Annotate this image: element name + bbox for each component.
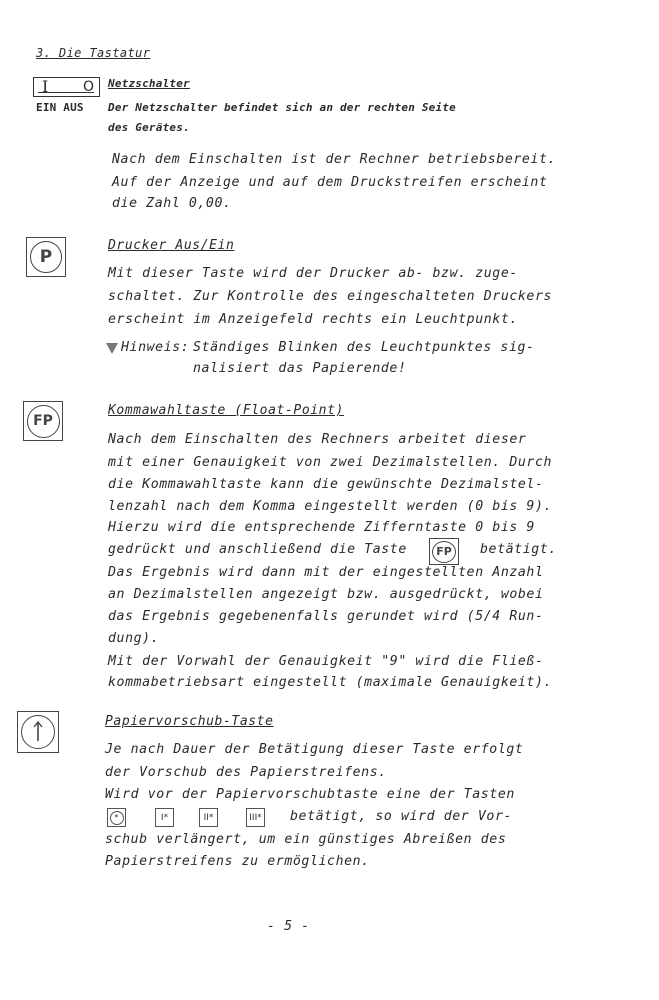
power-off-symbol: O — [83, 79, 95, 95]
paper-feed-body-line: schub verlängert, um ein günstiges Abreißen des — [105, 832, 507, 847]
float-point-body-line: Nach dem Einschalten des Rechners arbeitet dieser — [108, 432, 527, 447]
printer-body-line: schaltet. Zur Kontrolle des eingeschalteten Druckers — [108, 289, 553, 304]
printer-body-line: Mit dieser Taste wird der Drucker ab- bzw. zuge- — [108, 266, 518, 281]
float-point-body-line: die Kommawahltaste kann die gewünschte Dezimalstel- — [108, 477, 544, 492]
float-point-body-line: mit einer Genauigkeit von zwei Dezimalstellen. Durch — [108, 455, 553, 470]
page-number: - 5 - — [267, 919, 310, 934]
paper-feed-arrow-icon — [31, 720, 45, 744]
printer-hint-line: nalisiert das Papierende! — [193, 361, 407, 376]
float-point-body-line: Das Ergebnis wird dann mit der eingestellten Anzahl — [108, 565, 544, 580]
feed-key-iii-star-icon: III* — [246, 808, 265, 827]
power-on-symbol: I — [42, 77, 49, 96]
float-point-key-icon: FP — [23, 401, 63, 441]
printer-key-icon: P — [26, 237, 66, 277]
power-switch-key — [33, 77, 100, 97]
float-point-inline-after: betätigt. — [480, 542, 557, 557]
paper-feed-inline-after: betätigt, so wird der Vor- — [290, 809, 513, 824]
float-point-body-line: kommabetriebsart eingestellt (maximale Genauigkeit). — [108, 675, 553, 690]
feed-key-ii-star-icon: II* — [199, 808, 218, 827]
float-point-body-line: an Dezimalstellen angezeigt bzw. ausgedrückt, wobei — [108, 587, 544, 602]
power-caption: EIN AUS — [36, 101, 84, 114]
power-desc-line: des Gerätes. — [108, 121, 190, 134]
power-body-line: die Zahl 0,00. — [112, 196, 232, 211]
paper-feed-key-icon — [17, 711, 59, 753]
hint-triangle-icon — [106, 343, 118, 354]
power-desc-line: Der Netzschalter befindet sich an der rechten Seite — [108, 101, 456, 114]
float-point-body-line: Hierzu wird die entsprechende Zifferntaste 0 bis 9 — [108, 520, 535, 535]
float-point-body-line: das Ergebnis gegebenenfalls gerundet wird (5/4 Run- — [108, 609, 544, 624]
feed-key-i-star-icon: I* — [155, 808, 174, 827]
printer-hint-line: Ständiges Blinken des Leuchtpunktes sig- — [193, 340, 535, 355]
paper-feed-body-line: der Vorschub des Papierstreifens. — [105, 765, 387, 780]
paper-feed-body-line: Je nach Dauer der Betätigung dieser Taste erfolgt — [105, 742, 524, 757]
power-body-line: Auf der Anzeige und auf dem Druckstreifen erscheint — [112, 175, 548, 190]
float-point-heading: Kommawahltaste (Float-Point) — [108, 403, 344, 418]
paper-feed-body-line: Wird vor der Papiervorschubtaste eine der Tasten — [105, 787, 515, 802]
float-point-body-line: Mit der Vorwahl der Genauigkeit "9" wird die Fließ- — [108, 654, 544, 669]
float-point-inline-key-icon: FP — [429, 538, 459, 565]
printer-heading: Drucker Aus/Ein — [108, 238, 235, 253]
power-heading: Netzschalter — [108, 77, 190, 90]
printer-hint-label: Hinweis: — [121, 340, 190, 355]
printer-body-line: erscheint im Anzeigefeld rechts ein Leuchtpunkt. — [108, 312, 518, 327]
power-body-line: Nach dem Einschalten ist der Rechner betriebsbereit. — [112, 152, 557, 167]
float-point-body-line: lenzahl nach dem Komma eingestellt werden (0 bis 9). — [108, 499, 553, 514]
float-point-body-line: dung). — [108, 631, 160, 646]
paper-feed-heading: Papiervorschub-Taste — [105, 714, 274, 729]
float-point-inline-before: gedrückt und anschließend die Taste — [108, 542, 407, 557]
feed-key-star-icon: * — [107, 808, 126, 827]
section-title: 3. Die Tastatur — [36, 46, 151, 60]
paper-feed-body-line: Papierstreifens zu ermöglichen. — [105, 854, 370, 869]
